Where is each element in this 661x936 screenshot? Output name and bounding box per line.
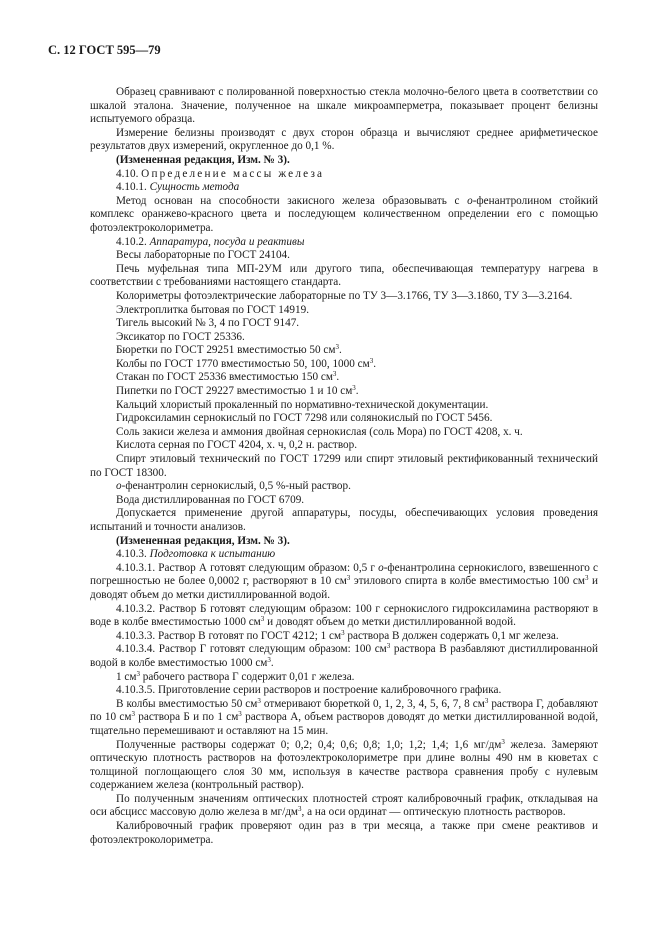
amendment-note: (Измененная редакция, Изм. № 3). bbox=[116, 534, 290, 547]
subsection-heading: 4.10.1. Сущность метода bbox=[116, 181, 240, 194]
list-item: Соль закиси железа и аммония двойная сернокислая (соль Мора) по ГОСТ 4208, х. ч. bbox=[116, 425, 523, 438]
list-item: Эксикатор по ГОСТ 25336. bbox=[116, 330, 245, 343]
list-item: Стакан по ГОСТ 25336 вместимостью 150 $см^3$. bbox=[116, 370, 340, 384]
page-header: С. 12 ГОСТ 595—79 bbox=[48, 43, 161, 57]
list-item: Кальций хлористый прокаленный по нормативно-технической документации. bbox=[116, 398, 489, 411]
list-item: Кислота серная по ГОСТ 4204, х. ч, 0,2 н. раствор. bbox=[116, 439, 358, 452]
paragraph: Допускается применение другой аппаратуры, посуды, обеспечивающих условия проведения испытаний и точности анализов. bbox=[90, 507, 598, 533]
list-item: Колориметры фотоэлектрические лабораторные по ТУ 3—3.1766, ТУ 3—3.1860, ТУ 3—3.2164. bbox=[116, 289, 573, 302]
list-item: Вода дистиллированная по ГОСТ 6709. bbox=[116, 493, 305, 506]
paragraph: По полученным значениям оптических плотностей строят калибровочный график, откладывая на оси абсцисс массовую долю железа в $мг/дм^3$, а на оси ординат — оптическую плотность растворов. bbox=[90, 792, 598, 819]
list-item: о-фенантролин сернокислый, 0,5 %-ный раствор. bbox=[116, 480, 351, 493]
paragraph: Полученные растворы содержат 0; 0,2; 0,4; 0,6; 0,8; 1,0; 1,2; 1,4; 1,6 $мг/дм^3$ железа. Замеряют оптическую плотность растворов на фотоэлектроколориметре при длине волны 490 нм в кюветах с толщиной поглощающего слоя 30 мм, используя в качестве раствора сравнения пробу с нулевым содержанием железа (контрольный раствор). bbox=[90, 737, 599, 792]
section-heading: 4.10. Определение массы железа bbox=[116, 167, 325, 180]
list-item: Весы лабораторные по ГОСТ 24104. bbox=[116, 249, 290, 262]
paragraph: 4.10.3.3. Раствор В готовят по ГОСТ 4212; 1 $см^3$ раствора В должен содержать 0,1 мг железа. bbox=[116, 628, 559, 642]
list-item: Электроплитка бытовая по ГОСТ 14919. bbox=[116, 303, 309, 316]
list-item: Колбы по ГОСТ 1770 вместимостью 50, 100, 1000 $см^3$. bbox=[116, 356, 376, 370]
list-item: Гидроксиламин сернокислый по ГОСТ 7298 или солянокислый по ГОСТ 5456. bbox=[116, 412, 493, 425]
paragraph: В колбы вместимостью 50 $см^3$ отмеривают бюреткой 0, 1, 2, 3, 4, 5, 6, 7, 8 $см^3$ раствора Г, добавляют по 10 $см^3$ раствора Б и по 1 $см^3$ раствора А, объем растворов доводят до метки дистиллированной водой, тщательно перемешивают и оставляют на 15 мин. bbox=[90, 696, 599, 737]
list-item: Тигель высокий № 3, 4 по ГОСТ 9147. bbox=[116, 317, 300, 330]
amendment-note: (Измененная редакция, Изм. № 3). bbox=[116, 153, 290, 166]
paragraph: 1 $см^3$ рабочего раствора Г содержит 0,01 г железа. bbox=[116, 669, 355, 683]
list-item: Печь муфельная типа МП-2УМ или другого типа, обеспечивающая температуру нагрева в соответствии с требованиями настоящего стандарта. bbox=[90, 262, 598, 289]
paragraph: Образец сравнивают с полированной поверхностью стекла молочно-белого цвета в соответствии со шкалой эталона. Значение, полученное на шкале микроамперметра, показывает процент белизны испытуемого образца. bbox=[90, 86, 598, 126]
paragraph: 4.10.3.2. Раствор Б готовят следующим образом: 100 г сернокислого гидроксиламина растворяют в воде в колбе вместимостью 1000 $см^3$ и доводят объем до метки дистиллированной водой. bbox=[90, 602, 598, 629]
list-item: Бюретки по ГОСТ 29251 вместимостью 50 $см^3$. bbox=[116, 343, 342, 357]
paragraph: 4.10.3.4. Раствор Г готовят следующим образом: 100 $см^3$ раствора В разбавляют дистиллированной водой в колбе вместимостью 1000 $см^3$. bbox=[90, 642, 598, 669]
paragraph: 4.10.3.1. Раствор А готовят следующим образом: 0,5 г о-фенантролина сернокислого, взвешенного с погрешностью не более 0,0002 г, растворяют в 10 $см^3$ этилового спирта в колбе вместимостью 100 $см^3$ и доводят объем до метки дистиллированной водой. bbox=[90, 561, 598, 601]
paragraph: 4.10.3.5. Приготовление серии растворов и построение калибровочного графика. bbox=[116, 684, 502, 697]
subsection-heading: 4.10.3. Подготовка к испытанию bbox=[116, 548, 276, 561]
subsection-heading: 4.10.2. Аппаратура, посуда и реактивы bbox=[116, 235, 305, 248]
paragraph: Калибровочный график проверяют один раз в три месяца, а также при смене реактивов и фотоэлектроколориметра. bbox=[90, 820, 598, 846]
paragraph: Измерение белизны производят с двух сторон образца и вычисляют среднее арифметическое результатов двух измерений, округленное до 0,1 %. bbox=[90, 126, 598, 153]
list-item: Спирт этиловый технический по ГОСТ 17299 или спирт этиловый ректификованный технический по ГОСТ 18300. bbox=[90, 453, 598, 479]
list-item: Пипетки по ГОСТ 29227 вместимостью 1 и 10 $см^3$. bbox=[116, 384, 359, 398]
paragraph: Метод основан на способности закисного железа образовывать с о-фенантролином стойкий комплекс оранжево-красного цвета и последующем количественном определении его с помощью фотоэлектроколориметра. bbox=[90, 194, 598, 234]
document-body bbox=[90, 86, 598, 847]
